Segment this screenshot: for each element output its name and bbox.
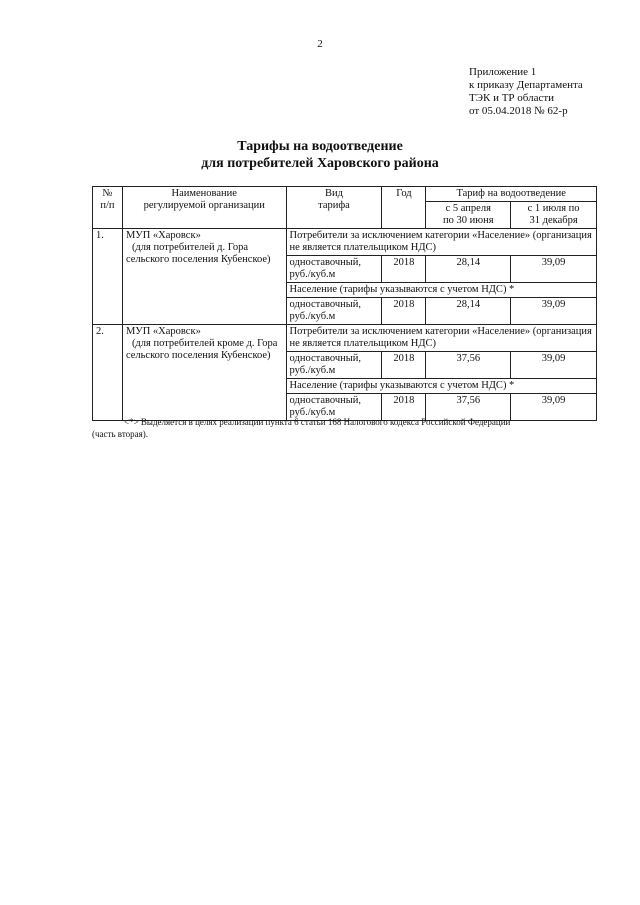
org-name-text: сельского поселения Кубенское) xyxy=(125,350,271,361)
tariff-value: 39,09 xyxy=(511,352,597,379)
tariff-value: 28,14 xyxy=(426,256,511,283)
table-header-row xyxy=(93,187,597,202)
appendix-block xyxy=(469,66,583,118)
header-period-1 xyxy=(426,202,511,229)
footnote-line: <*> Выделяется в целях реализации пункта 6 статьи 168 Налогового кодекса Российской Федерации xyxy=(124,417,511,427)
tariff-type-text: руб./куб.м xyxy=(289,407,336,418)
tariff-table xyxy=(92,186,597,421)
appendix-line: к приказу Департамента xyxy=(469,79,583,91)
tariff-type-text: одноставочный, xyxy=(289,299,362,310)
tariff-type-text: руб./куб.м xyxy=(289,311,336,322)
tariff-type-text: одноставочный, xyxy=(289,353,362,364)
header-year: Год xyxy=(382,187,426,229)
consumer-group: Потребители за исключением категории «Население» (организация не является плательщиком НДС) xyxy=(286,325,596,352)
title-line: Тарифы на водоотведение xyxy=(237,139,403,154)
header-text: с 1 июля по xyxy=(527,203,580,214)
year-cell: 2018 xyxy=(382,256,426,283)
tariff-type xyxy=(286,256,382,283)
consumer-group: Население (тарифы указываются с учетом НДС) * xyxy=(286,379,596,394)
org-name-text: сельского поселения Кубенское) xyxy=(125,254,271,265)
year-cell: 2018 xyxy=(382,352,426,379)
tariff-type-text: одноставочный, xyxy=(289,395,362,406)
tariff-type-text: одноставочный, xyxy=(289,257,362,268)
header-text: № xyxy=(102,188,113,199)
appendix-line: от 05.04.2018 № 62-р xyxy=(469,105,568,117)
tariff-value: 28,14 xyxy=(426,298,511,325)
tariff-type-text: руб./куб.м xyxy=(289,365,336,376)
header-text: регулируемой организации xyxy=(143,200,265,211)
tariff-value: 39,09 xyxy=(511,394,597,421)
header-text: 31 декабря xyxy=(529,215,578,226)
page-number: 2 xyxy=(317,38,323,50)
header-text: с 5 апреля xyxy=(445,203,491,214)
footnote xyxy=(92,416,597,440)
org-name-text: (для потребителей кроме д. Гора xyxy=(131,338,278,349)
org-name-text: (для потребителей д. Гора xyxy=(131,242,249,253)
org-name-text: МУП «Харовск» xyxy=(125,326,201,337)
header-text: тарифа xyxy=(318,200,350,211)
org-name xyxy=(122,229,286,325)
consumer-group: Потребители за исключением категории «Население» (организация не является плательщиком НДС) xyxy=(286,229,596,256)
appendix-line: ТЭК и ТР области xyxy=(469,92,555,104)
table-row xyxy=(93,325,597,352)
header-text: п/п xyxy=(100,200,115,211)
footnote-line: (часть вторая). xyxy=(92,429,149,439)
header-num xyxy=(93,187,123,229)
header-text: Вид xyxy=(325,188,343,199)
tariff-value: 39,09 xyxy=(511,256,597,283)
header-org-name xyxy=(122,187,286,229)
title-line: для потребителей Харовского района xyxy=(201,156,439,171)
consumer-group: Население (тарифы указываются с учетом НДС) * xyxy=(286,283,596,298)
header-text: по 30 июня xyxy=(443,215,494,226)
header-period-2 xyxy=(511,202,597,229)
row-number: 1. xyxy=(93,229,123,325)
table-row xyxy=(93,229,597,256)
row-number: 2. xyxy=(93,325,123,421)
document-title xyxy=(0,138,640,172)
header-tariff: Тариф на водоотведение xyxy=(426,187,597,202)
year-cell: 2018 xyxy=(382,298,426,325)
header-tariff-type xyxy=(286,187,382,229)
tariff-value: 37,56 xyxy=(426,394,511,421)
tariff-type-text: руб./куб.м xyxy=(289,269,336,280)
tariff-value: 39,09 xyxy=(511,298,597,325)
tariff-type xyxy=(286,298,382,325)
header-text: Наименование xyxy=(171,188,237,199)
tariff-value: 37,56 xyxy=(426,352,511,379)
appendix-line: Приложение 1 xyxy=(469,66,537,78)
tariff-type xyxy=(286,352,382,379)
org-name xyxy=(122,325,286,421)
org-name-text: МУП «Харовск» xyxy=(125,230,201,241)
year-cell: 2018 xyxy=(382,394,426,421)
